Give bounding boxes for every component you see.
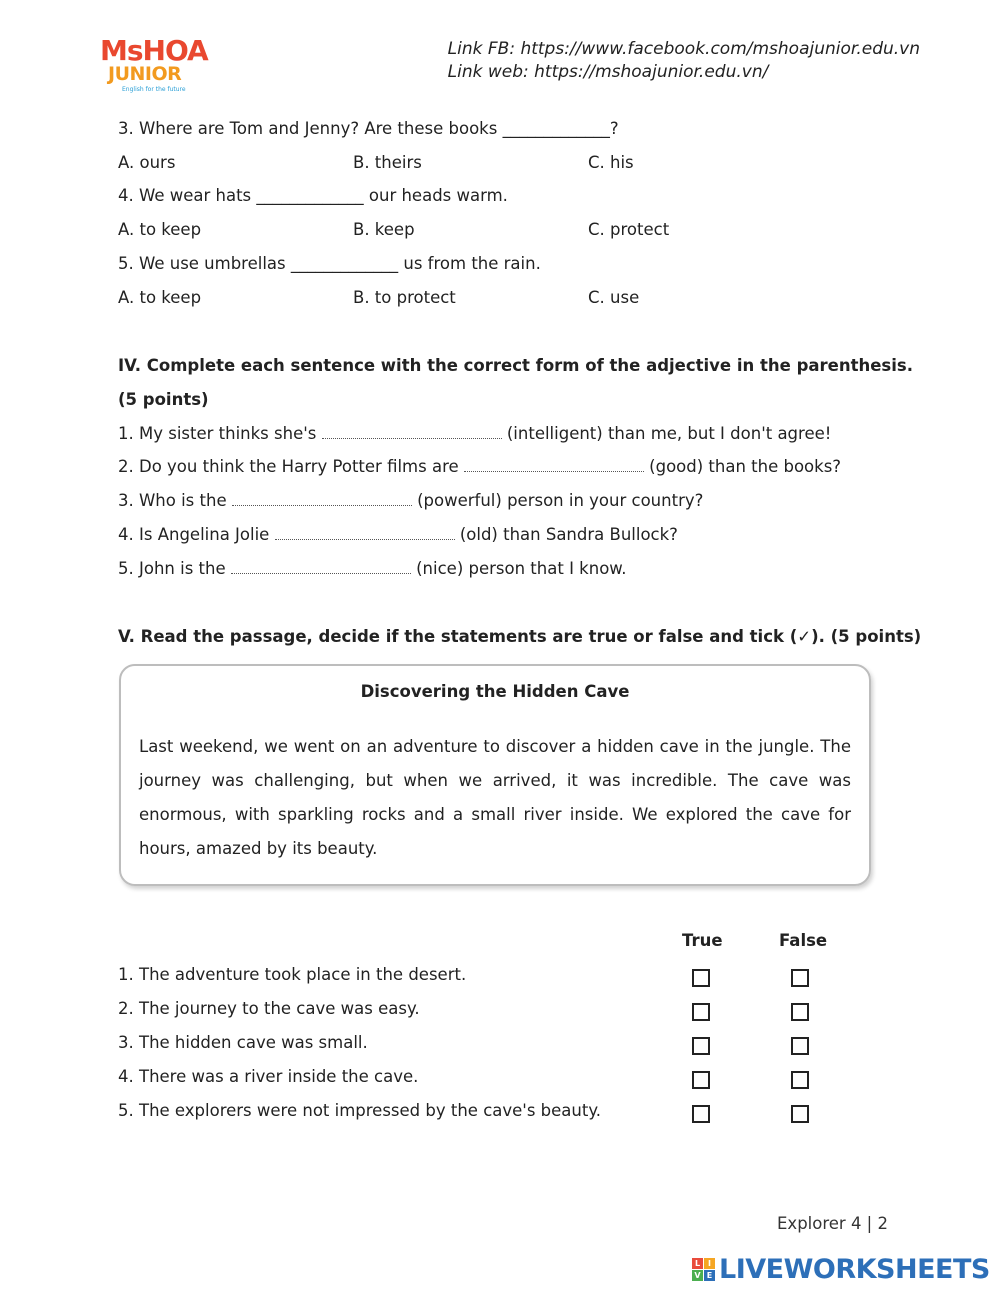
true-checkbox-1[interactable] [692,969,710,987]
statement-2: 2. The journey to the cave was easy. [118,999,420,1018]
header-links [448,38,920,84]
answer-blank[interactable] [464,457,644,472]
logo-tagline: English for the future [122,86,186,93]
passage-title: Discovering the Hidden Cave [360,682,630,701]
page-number: Explorer 4 | 2 [777,1214,888,1233]
q4-option-b: B. keep [353,220,415,239]
q5-option-c: C. use [588,288,640,307]
statement-3: 3. The hidden cave was small. [118,1033,368,1052]
true-checkbox-3[interactable] [692,1037,710,1055]
adjective-item-5 [118,559,627,579]
statement-4: 4. There was a river inside the cave. [118,1067,419,1086]
answer-blank[interactable] [231,559,411,574]
adjective-item-4 [118,525,678,545]
true-column-header: True [682,931,723,950]
false-checkbox-1[interactable] [791,969,809,987]
question-4: 4. We wear hats _____________ our heads warm. [118,186,508,205]
section-5-heading: V. Read the passage, decide if the statements are true or false and tick (✓). (5 points) [118,627,922,646]
brand-logo [100,36,220,94]
true-checkbox-4[interactable] [692,1071,710,1089]
section-4-heading: IV. Complete each sentence with the correct form of the adjective in the parenthesis. [118,356,913,375]
question-5: 5. We use umbrellas _____________ us from the rain. [118,254,541,273]
item-text-after: (powerful) person in your country? [417,491,704,510]
passage-box [119,664,871,886]
adjective-item-1 [118,424,831,444]
q4-option-c: C. protect [588,220,670,239]
section-4-points: (5 points) [118,390,209,409]
liveworksheets-wordmark: LIVEWORKSHEETS [719,1254,990,1285]
logo-line2: JUNIOR [108,63,182,85]
facebook-link[interactable]: Link FB: https://www.facebook.com/mshoajunior.edu.vn [447,39,920,59]
logo-line1: MsHOA [100,34,208,67]
answer-blank[interactable] [322,424,502,439]
item-text-after: (good) than the books? [649,457,842,476]
q3-option-a: A. ours [118,153,176,172]
item-text-before: 5. John is the [118,559,226,578]
liveworksheets-icon: L I V E [692,1258,716,1282]
website-link[interactable]: Link web: https://mshoajunior.edu.vn/ [447,62,769,82]
passage-text: Last weekend, we went on an adventure to discover a hidden cave in the jungle. The journey was challenging, but when we arrived, it was incredible. The cave was enormous, with sparkling rocks and a small river inside. We explored the cave for hours, amazed by its beauty. [139,737,851,858]
q4-option-a: A. to keep [118,220,202,239]
adjective-item-3 [118,491,703,511]
answer-blank[interactable] [232,491,412,506]
item-text-after: (nice) person that I know. [416,559,627,578]
item-text-after: (intelligent) than me, but I don't agree! [506,424,832,443]
statement-5: 5. The explorers were not impressed by the cave's beauty. [118,1101,601,1120]
question-3: 3. Where are Tom and Jenny? Are these books _____________? [118,119,619,138]
false-checkbox-2[interactable] [791,1003,809,1021]
q5-option-b: B. to protect [353,288,456,307]
false-column-header: False [779,931,828,950]
q5-option-a: A. to keep [118,288,202,307]
q3-option-b: B. theirs [353,153,422,172]
true-checkbox-2[interactable] [692,1003,710,1021]
true-checkbox-5[interactable] [692,1105,710,1123]
false-checkbox-5[interactable] [791,1105,809,1123]
item-text-after: (old) than Sandra Bullock? [459,525,678,544]
item-text-before: 2. Do you think the Harry Potter films are [118,457,459,476]
q3-option-c: C. his [588,153,634,172]
false-checkbox-4[interactable] [791,1071,809,1089]
item-text-before: 4. Is Angelina Jolie [118,525,270,544]
statement-1: 1. The adventure took place in the desert. [118,965,467,984]
item-text-before: 1. My sister thinks she's [118,424,317,443]
false-checkbox-3[interactable] [791,1037,809,1055]
item-text-before: 3. Who is the [118,491,227,510]
answer-blank[interactable] [275,525,455,540]
adjective-item-2 [118,457,841,477]
